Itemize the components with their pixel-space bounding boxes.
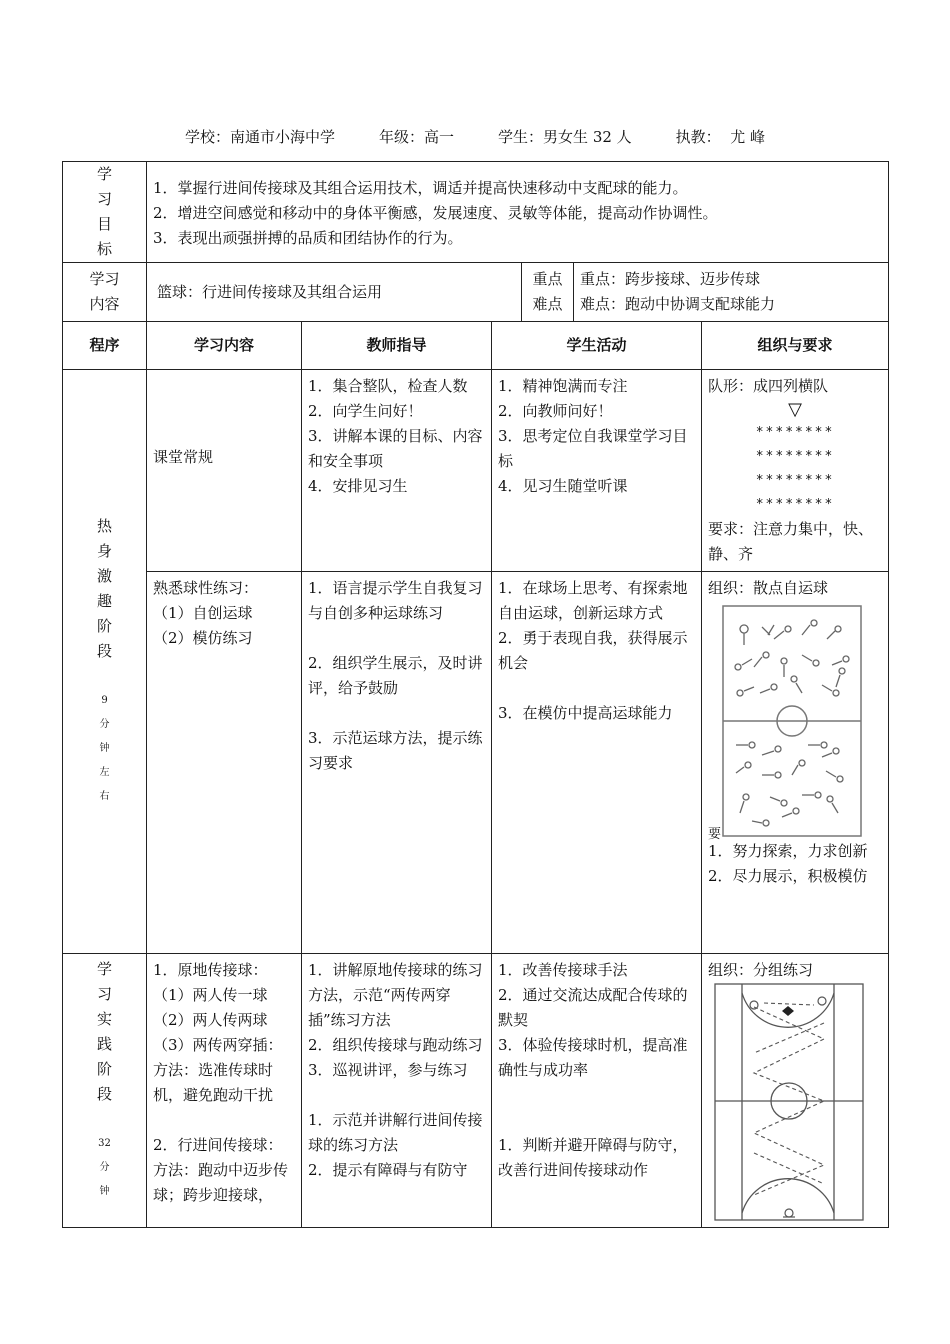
content-label: 学习 内容: [63, 263, 147, 322]
practice-organization: 组织：分组练习: [702, 954, 889, 1228]
formation-row: ********: [755, 449, 835, 464]
warmup-stage-label: 热 身 激 趣 阶 段 9 分 钟 左 右: [63, 370, 147, 954]
ballhandling-organization: 组织：散点自运球 要 1．努力探索，力求创新 2．尽力展示，积极模仿: [702, 572, 889, 954]
col-header-content: 学习内容: [147, 322, 302, 370]
practice-row: [63, 954, 889, 1228]
col-header-student: 学生活动: [492, 322, 702, 370]
objective-item: 2．增进空间感觉和移动中的身体平衡感，发展速度、灵敏等体能，提高动作协调性。: [153, 204, 718, 222]
objective-item: 3．表现出顽强拼搏的品质和团结协作的行为。: [153, 229, 463, 247]
students-info: 学生：男女生 32 人: [498, 128, 632, 146]
dribbling-court-diagram: [722, 605, 862, 837]
lesson-plan-table: [62, 161, 889, 1228]
routine-teacher: 1．集合整队，检查人数 2．向学生问好！ 3．讲解本课的目标、内容和安全事项 4．安排见习生: [302, 370, 492, 572]
formation-row: ********: [755, 425, 835, 440]
practice-stage-label: 学 习 实 践 阶 段 32 分 钟: [63, 954, 147, 1228]
col-header-procedure: 程序: [63, 322, 147, 370]
objectives-row: [63, 162, 889, 263]
column-header-row: [63, 322, 889, 370]
requirement-prefix: 要: [708, 827, 722, 842]
ballhandling-student: 1．在球场上思考、有探索地自由运球，创新运球方式 2．勇于表现自我，获得展示机会 3．在模仿中提高运球能力: [492, 572, 702, 954]
formation-row: ********: [755, 473, 835, 488]
objectives-list: [147, 162, 889, 263]
practice-teacher: 1．讲解原地传接球的练习方法，示范“两传两穿插”练习方法 2．组织传接球与跑动练习 3．巡视讲评，参与练习 1．示范并讲解行进间传接球的练习方法 2．提示有障碍与有防守: [302, 954, 492, 1228]
grade-info: 年级：高一: [379, 128, 455, 146]
warmup-row-routine: [63, 370, 889, 572]
practice-content: 1．原地传接球： （1）两人传一球 （2）两人传两球 （3）两传两穿插： 方法：选准传球时机，避免跑动干扰 2．行进间传接球： 方法：跑动中迈步传球；跨步迎接球，: [147, 954, 302, 1228]
key-points: [574, 263, 889, 322]
ballhandling-teacher: 1．语言提示学生自我复习与自创多种运球练习 2．组织学生展示，及时讲评，给予鼓励 3．示范运球方法，提示练习要求: [302, 572, 492, 954]
formation-row: ********: [755, 497, 835, 512]
content-text: 篮球：行进间传接球及其组合运用: [147, 263, 522, 322]
lesson-header: [0, 126, 950, 147]
teacher-info: 执教： 尤 峰: [675, 128, 765, 146]
routine-content: 课堂常规: [147, 370, 302, 572]
school-info: 学校：南通市小海中学: [185, 128, 336, 146]
objective-item: 1．掌握行进间传接球及其组合运用技术，调适并提高快速移动中支配球的能力。: [153, 179, 688, 197]
ballhandling-content: 熟悉球性练习： （1）自创运球 （2）模仿练习: [147, 572, 302, 954]
col-header-organization: 组织与要求: [702, 322, 889, 370]
content-row: [63, 263, 889, 322]
teacher-position-icon: ▽: [788, 399, 802, 420]
warmup-row-ballhandling: [63, 572, 889, 954]
key-point: 重点：跨步接球、迈步传球: [580, 270, 761, 288]
routine-student: 1．精神饱满而专注 2．向教师问好！ 3．思考定位自我课堂学习目标 4．见习生随堂听课: [492, 370, 702, 572]
key-label: 重点 难点: [522, 263, 574, 322]
objectives-label: 学 习 目 标: [63, 162, 147, 263]
practice-student: 1．改善传接球手法 2．通过交流达成配合传球的默契 3．体验传接球时机，提高准确性与成功率 1．判断并避开障碍与防守，改善行进间传接球动作: [492, 954, 702, 1228]
col-header-teacher: 教师指导: [302, 322, 492, 370]
passing-drill-court-diagram: [714, 983, 864, 1221]
routine-organization: 队形：成四列横队 ▽ ******** ******** ******** ******** 要求：注意力集中，快、静、齐: [702, 370, 889, 572]
difficulty: 难点：跑动中协调支配球能力: [580, 295, 776, 313]
